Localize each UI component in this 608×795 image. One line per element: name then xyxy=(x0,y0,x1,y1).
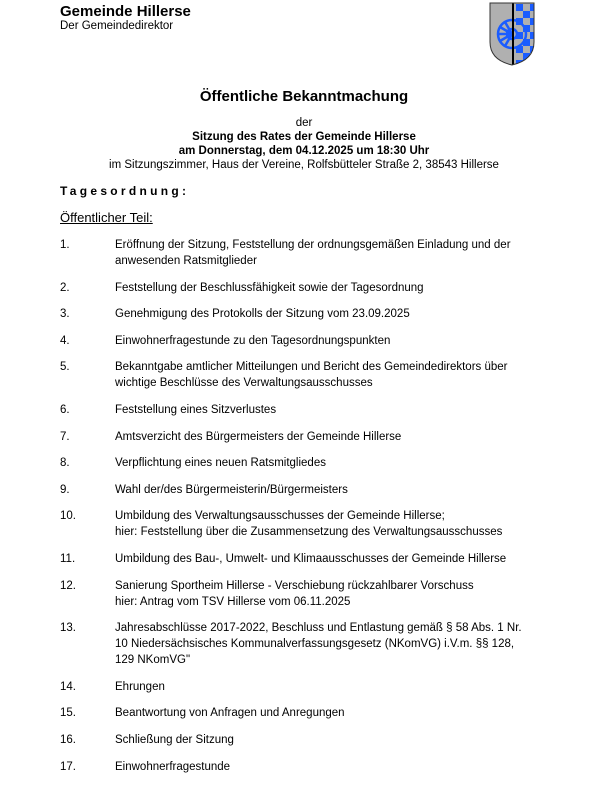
agenda-heading: Tagesordnung: xyxy=(60,184,190,198)
agenda-item-number: 2. xyxy=(60,281,70,294)
agenda-item xyxy=(60,620,560,668)
meeting-date: am Donnerstag, dem 04.12.2025 um 18:30 Uhr xyxy=(178,145,430,157)
agenda-item xyxy=(60,578,560,610)
agenda-item-number: 9. xyxy=(60,483,70,496)
agenda-item-text: Schließung der Sitzung xyxy=(115,733,234,746)
agenda-item-text: Amtsverzicht des Bürgermeisters der Gemeinde Hillerse xyxy=(115,430,402,443)
agenda-item xyxy=(60,679,560,695)
meeting-info xyxy=(0,116,608,172)
agenda-list xyxy=(60,237,560,785)
agenda-item-number: 7. xyxy=(60,430,70,443)
agenda-item-number: 15. xyxy=(60,707,76,720)
agenda-item xyxy=(60,237,560,269)
agenda-item xyxy=(60,455,560,471)
agenda-item-number: 4. xyxy=(60,334,70,347)
section-heading: Öffentlicher Teil: xyxy=(60,210,153,225)
agenda-item xyxy=(60,429,560,445)
agenda-item-number: 12. xyxy=(60,579,76,592)
agenda-item-text: Jahresabschlüsse 2017-2022, Beschluss und Entlastung gemäß § 58 Abs. 1 Nr. 10 Niedersächsisches Kommunalverfassungsgesetz (NKomVG) i.V.m. §§ 128, 129 NKomVG" xyxy=(115,622,522,667)
agenda-item-number: 17. xyxy=(60,760,76,773)
organization-name: Gemeinde Hillerse xyxy=(60,3,191,20)
agenda-item-number: 3. xyxy=(60,308,70,321)
agenda-item-text: Verpflichtung eines neuen Ratsmitgliedes xyxy=(115,457,326,470)
agenda-item-text: Umbildung des Verwaltungsausschusses der Gemeinde Hillerse; hier: Feststellung über die Zusammensetzung des Verwaltungsausschusses xyxy=(115,510,503,539)
agenda-item-text: Wahl der/des Bürgermeisterin/Bürgermeisters xyxy=(115,483,348,496)
agenda-item-number: 5. xyxy=(60,361,70,374)
agenda-item xyxy=(60,306,560,322)
agenda-item-text: Feststellung eines Sitzverlustes xyxy=(115,403,277,416)
agenda-item-text: Eröffnung der Sitzung, Feststellung der ordnungsgemäßen Einladung und der anwesenden Ratsmitglieder xyxy=(115,239,511,267)
agenda-item xyxy=(60,359,560,391)
agenda-item xyxy=(60,482,560,498)
agenda-item-number: 8. xyxy=(60,457,70,470)
meeting-name: Sitzung des Rates der Gemeinde Hillerse xyxy=(192,131,416,143)
agenda-item-number: 11. xyxy=(60,552,76,565)
agenda-item-number: 1. xyxy=(60,239,70,251)
coat-of-arms-logo xyxy=(489,2,535,66)
agenda-item-number: 16. xyxy=(60,733,76,746)
agenda-item xyxy=(60,402,560,418)
agenda-item xyxy=(60,759,560,775)
agenda-item-text: Beantwortung von Anfragen und Anregungen xyxy=(115,707,345,720)
agenda-item-text: Sanierung Sportheim Hillerse - Verschiebung rückzahlbarer Vorschuss hier: Antrag vom TSV Hillerse vom 06.11.2025 xyxy=(115,579,474,608)
agenda-item-text: Feststellung der Beschlussfähigkeit sowie der Tagesordnung xyxy=(115,281,424,294)
agenda-item-text: Bekanntgabe amtlicher Mitteilungen und Bericht des Gemeindedirektors über wichtige Beschlüsse des Verwaltungsausschusses xyxy=(115,361,508,390)
agenda-item-number: 6. xyxy=(60,403,70,416)
intro-der: der xyxy=(295,117,313,129)
agenda-item-number: 10. xyxy=(60,510,76,523)
agenda-item xyxy=(60,551,560,567)
document-title: Öffentliche Bekanntmachung xyxy=(199,88,409,105)
agenda-item-text: Genehmigung des Protokolls der Sitzung vom 23.09.2025 xyxy=(115,308,410,321)
agenda-item-number: 13. xyxy=(60,622,76,635)
meeting-location: im Sitzungszimmer, Haus der Vereine, Rolfsbütteler Straße 2, 38543 Hillerse xyxy=(109,159,499,171)
department-name: Der Gemeindedirektor xyxy=(60,20,174,32)
agenda-item xyxy=(60,508,560,540)
agenda-item xyxy=(60,705,560,721)
agenda-item-text: Einwohnerfragestunde xyxy=(115,760,231,773)
agenda-item xyxy=(60,333,560,349)
agenda-item-number: 14. xyxy=(60,680,76,693)
agenda-item xyxy=(60,280,560,296)
agenda-item-text: Ehrungen xyxy=(115,680,165,693)
agenda-item-text: Umbildung des Bau-, Umwelt- und Klimaausschusses der Gemeinde Hillerse xyxy=(115,552,507,565)
agenda-item-text: Einwohnerfragestunde zu den Tagesordnungspunkten xyxy=(115,334,391,347)
agenda-item xyxy=(60,732,560,748)
